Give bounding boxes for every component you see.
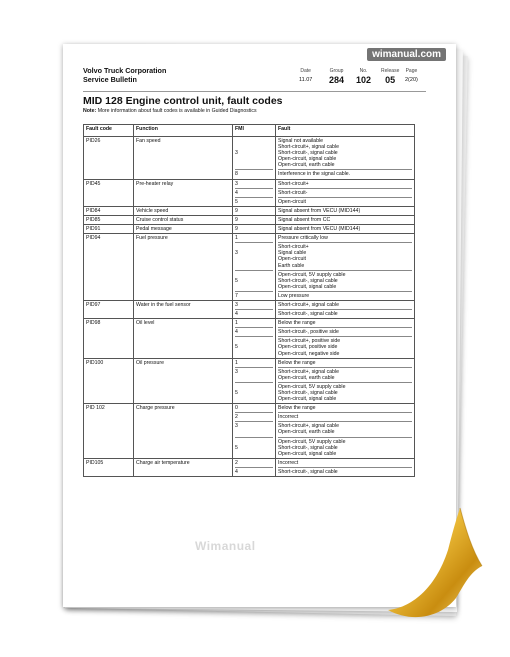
fault-text: Short-circuit-, signal cable bbox=[278, 444, 338, 451]
fault-cell bbox=[276, 358, 415, 404]
function-cell: Vehicle speed bbox=[134, 206, 233, 215]
fmi-entry bbox=[235, 208, 273, 214]
fmi-value: 3 bbox=[235, 180, 238, 187]
fault-text: Short-circuit+ bbox=[278, 180, 309, 187]
fault-text: Short-circuit-, positive side bbox=[278, 329, 339, 336]
fmi-entry bbox=[235, 327, 273, 335]
fmi-entry bbox=[235, 382, 273, 402]
fault-cell bbox=[276, 215, 415, 224]
fault-text: Short-circuit+ bbox=[278, 244, 309, 251]
fmi-spacer bbox=[235, 429, 273, 435]
fmi-value: 1 bbox=[235, 320, 238, 327]
fault-text: Signal absent from CC bbox=[278, 216, 331, 223]
fmi-value: 5 bbox=[235, 277, 238, 284]
fmi-value: 1 bbox=[235, 359, 238, 366]
fault-text: Open-circuit, negative side bbox=[278, 350, 340, 357]
fmi-cell bbox=[233, 300, 276, 318]
function-cell: Pre-heater relay bbox=[134, 179, 233, 206]
fmi-entry bbox=[235, 360, 273, 366]
meta-page bbox=[405, 68, 418, 83]
function-cell: Fuel pressure bbox=[134, 234, 233, 301]
fault-text: Short-circuit-, signal cable bbox=[278, 468, 338, 475]
fmi-entry bbox=[235, 460, 273, 466]
fault-code-cell: PID91 bbox=[84, 225, 134, 234]
fault-entry bbox=[278, 336, 412, 356]
fault-code-cell: PID26 bbox=[84, 137, 134, 180]
fmi-spacer bbox=[235, 451, 273, 457]
fault-entry bbox=[278, 309, 412, 317]
fault-code-cell: PID85 bbox=[84, 215, 134, 224]
function-cell: Cruise control status bbox=[134, 215, 233, 224]
fault-text: Open-circuit, 5V supply cable bbox=[278, 271, 346, 278]
fault-text: Open-circuit bbox=[278, 256, 306, 263]
fault-text: Short-circuit-, signal cable bbox=[278, 390, 338, 396]
fault-text: Below the range bbox=[278, 320, 316, 327]
note-label: Note: bbox=[83, 108, 97, 114]
fmi-cell bbox=[233, 458, 276, 476]
fault-entry bbox=[278, 138, 412, 168]
fault-entry bbox=[278, 242, 412, 268]
fault-code-cell: PID45 bbox=[84, 179, 134, 206]
fault-code-table bbox=[83, 124, 415, 477]
table-row bbox=[84, 458, 415, 476]
column-header-fault: Fault bbox=[276, 125, 415, 137]
fault-text: Open-circuit, signal cable bbox=[278, 450, 337, 457]
function-cell: Water in the fuel sensor bbox=[134, 300, 233, 318]
group-label: Group bbox=[329, 68, 344, 74]
site-watermark: wimanual.com bbox=[367, 48, 446, 61]
fault-entry bbox=[278, 217, 412, 223]
group-value: 284 bbox=[329, 75, 345, 85]
fmi-entry bbox=[235, 302, 273, 308]
fault-entry bbox=[278, 188, 412, 196]
fmi-value: 3 bbox=[235, 423, 238, 430]
fmi-spacer bbox=[235, 351, 273, 357]
fault-text: Open-circuit bbox=[278, 198, 306, 205]
fault-text: Open-circuit, earth cable bbox=[278, 429, 335, 436]
fmi-entry bbox=[235, 242, 273, 268]
column-header-fmi: FMI bbox=[233, 125, 276, 137]
fault-entry bbox=[278, 412, 412, 420]
meta-release bbox=[381, 68, 399, 85]
fault-entry bbox=[278, 360, 412, 366]
fmi-value: 9 bbox=[235, 226, 238, 233]
fmi-entry bbox=[235, 169, 273, 177]
fmi-entry bbox=[235, 217, 273, 223]
note-text: More information about fault codes is available in Guided Diagnostics bbox=[97, 108, 257, 114]
meta-date bbox=[299, 68, 312, 83]
company-name: Volvo Truck Corporation bbox=[83, 66, 167, 75]
fmi-cell bbox=[233, 179, 276, 206]
fault-text: Below the range bbox=[278, 359, 316, 366]
fmi-value: 8 bbox=[235, 171, 238, 178]
fault-code-cell: PID105 bbox=[84, 458, 134, 476]
fault-text: Signal absent from VECU (MID144) bbox=[278, 226, 361, 233]
fault-cell bbox=[276, 404, 415, 459]
fault-code-cell: PID84 bbox=[84, 206, 134, 215]
header-divider bbox=[83, 91, 426, 92]
function-cell: Pedal message bbox=[134, 225, 233, 234]
fault-code-cell: PID98 bbox=[84, 319, 134, 358]
fault-text: Incorrect bbox=[278, 459, 299, 466]
fault-text: Open-circuit, signal cable bbox=[278, 283, 337, 290]
table-row bbox=[84, 319, 415, 358]
table-row bbox=[84, 215, 415, 224]
fmi-value: 2 bbox=[235, 414, 238, 421]
fmi-cell bbox=[233, 234, 276, 301]
fault-text: Low pressure bbox=[278, 292, 310, 299]
fmi-value: 4 bbox=[235, 189, 238, 196]
fmi-value: 4 bbox=[235, 468, 238, 475]
number-value: 102 bbox=[356, 75, 372, 85]
fmi-entry bbox=[235, 336, 273, 356]
page-curl-graphic bbox=[380, 490, 490, 630]
fmi-entry bbox=[235, 405, 273, 411]
fmi-cell bbox=[233, 225, 276, 234]
fmi-value: 3 bbox=[235, 368, 238, 375]
fmi-entry bbox=[235, 437, 273, 457]
fmi-entry bbox=[235, 235, 273, 241]
number-label: No. bbox=[359, 68, 368, 74]
fault-entry bbox=[278, 467, 412, 475]
function-cell: Fan speed bbox=[134, 137, 233, 180]
fault-text: Short-circuit+, signal cable bbox=[278, 423, 339, 430]
table-row bbox=[84, 137, 415, 180]
fault-text: Open-circuit, signal cable bbox=[278, 396, 337, 403]
fault-cell bbox=[276, 206, 415, 215]
fault-entry bbox=[278, 460, 412, 466]
release-value: 05 bbox=[385, 75, 396, 85]
fault-cell bbox=[276, 137, 415, 180]
table-row bbox=[84, 234, 415, 301]
fault-text: Short-circuit+, signal cable bbox=[278, 368, 339, 375]
fmi-entry bbox=[235, 226, 273, 232]
fault-text: Open-circuit, signal cable bbox=[278, 156, 337, 163]
fmi-entry bbox=[235, 188, 273, 196]
fmi-entry bbox=[235, 291, 273, 299]
page-title: MID 128 Engine control unit, fault codes bbox=[83, 95, 283, 107]
page-value: 2(20) bbox=[405, 77, 418, 83]
fmi-spacer bbox=[235, 396, 273, 402]
fault-cell bbox=[276, 319, 415, 358]
fmi-entry bbox=[235, 181, 273, 187]
fmi-value: 4 bbox=[235, 311, 238, 318]
meta-group bbox=[329, 68, 344, 85]
fault-text: Signal cable bbox=[278, 250, 307, 257]
page-label: Page bbox=[405, 68, 418, 74]
fault-text: Short-circuit- bbox=[278, 189, 308, 196]
meta-number bbox=[356, 68, 371, 85]
fault-cell bbox=[276, 300, 415, 318]
fault-entry bbox=[278, 208, 412, 214]
fault-entry bbox=[278, 270, 412, 290]
fmi-entry bbox=[235, 138, 273, 168]
release-label: Release bbox=[381, 68, 400, 74]
table-row bbox=[84, 179, 415, 206]
fault-entry bbox=[278, 421, 412, 435]
fmi-value: 0 bbox=[235, 405, 238, 412]
fault-text: Short-circuit+, signal cable bbox=[278, 144, 339, 151]
table-row bbox=[84, 404, 415, 459]
fault-text: Below the range bbox=[278, 405, 316, 412]
fmi-entry bbox=[235, 421, 273, 435]
fault-entry bbox=[278, 235, 412, 241]
fault-entry bbox=[278, 181, 412, 187]
company-block bbox=[83, 66, 166, 84]
fmi-value: 7 bbox=[235, 292, 238, 299]
fmi-entry bbox=[235, 412, 273, 420]
fault-text: Open-circuit, positive side bbox=[278, 344, 338, 351]
function-cell: Charge pressure bbox=[134, 404, 233, 459]
function-cell: Oil level bbox=[134, 319, 233, 358]
fmi-entry bbox=[235, 270, 273, 290]
fmi-spacer bbox=[235, 162, 273, 168]
fault-entry bbox=[278, 327, 412, 335]
fmi-cell bbox=[233, 137, 276, 180]
fault-text: Interference in the signal cable. bbox=[278, 171, 351, 178]
note bbox=[83, 108, 263, 114]
date-label: Date bbox=[300, 68, 311, 74]
date-value: 11.07 bbox=[299, 77, 313, 83]
function-cell: Charge air temperature bbox=[134, 458, 233, 476]
fmi-cell bbox=[233, 206, 276, 215]
fmi-cell bbox=[233, 404, 276, 459]
fault-cell bbox=[276, 234, 415, 301]
table-body bbox=[84, 137, 415, 477]
column-header-function: Function bbox=[134, 125, 233, 137]
table-row bbox=[84, 225, 415, 234]
fault-code-cell: PID94 bbox=[84, 234, 134, 301]
table-header-row bbox=[84, 125, 415, 137]
fmi-value: 9 bbox=[235, 216, 238, 223]
fault-entry bbox=[278, 226, 412, 232]
fault-text: Signal not available bbox=[278, 138, 323, 144]
fmi-value: 5 bbox=[235, 444, 238, 451]
fault-code-cell: PID97 bbox=[84, 300, 134, 318]
fault-cell bbox=[276, 225, 415, 234]
fault-text: Pressure critically low bbox=[278, 235, 328, 242]
fmi-entry bbox=[235, 320, 273, 326]
fault-text: Open-circuit, 5V supply cable bbox=[278, 383, 346, 390]
column-header-fault-code: Fault code bbox=[84, 125, 134, 137]
fmi-entry bbox=[235, 197, 273, 205]
fmi-value: 5 bbox=[235, 390, 238, 396]
fmi-cell bbox=[233, 215, 276, 224]
fault-entry bbox=[278, 367, 412, 381]
fmi-spacer bbox=[235, 263, 273, 269]
fault-text: Open-circuit, earth cable bbox=[278, 374, 335, 381]
fault-code-cell: PID100 bbox=[84, 358, 134, 404]
fmi-spacer bbox=[235, 284, 273, 290]
fmi-value: 3 bbox=[235, 301, 238, 308]
fmi-value: 3 bbox=[235, 150, 238, 157]
fault-text: Open-circuit, earth cable bbox=[278, 162, 335, 169]
document-type: Service Bulletin bbox=[83, 75, 137, 84]
fmi-entry bbox=[235, 367, 273, 381]
fault-entry bbox=[278, 169, 412, 177]
fmi-value: 9 bbox=[235, 207, 238, 214]
fault-entry bbox=[278, 197, 412, 205]
fault-cell bbox=[276, 179, 415, 206]
fault-entry bbox=[278, 437, 412, 457]
fault-text: Short-circuit+, positive side bbox=[278, 338, 341, 345]
fault-text: Open-circuit, 5V supply cable bbox=[278, 438, 346, 445]
fault-text: Short-circuit-, signal cable bbox=[278, 150, 338, 157]
table-row bbox=[84, 206, 415, 215]
fmi-value: 4 bbox=[235, 329, 238, 336]
fault-entry bbox=[278, 405, 412, 411]
fault-entry bbox=[278, 302, 412, 308]
fmi-spacer bbox=[235, 375, 273, 381]
fmi-cell bbox=[233, 319, 276, 358]
fmi-value: 5 bbox=[235, 198, 238, 205]
function-cell: Oil pressure bbox=[134, 358, 233, 404]
table-row bbox=[84, 300, 415, 318]
fault-text: Short-circuit-, signal cable bbox=[278, 311, 338, 318]
fmi-value: 3 bbox=[235, 250, 238, 257]
fault-text: Short-circuit-, signal cable bbox=[278, 277, 338, 284]
fault-entry bbox=[278, 382, 412, 402]
fault-entry bbox=[278, 320, 412, 326]
fmi-cell bbox=[233, 358, 276, 404]
fault-entry bbox=[278, 291, 412, 299]
fault-text: Earth cable bbox=[278, 262, 305, 269]
fault-cell bbox=[276, 458, 415, 476]
fmi-value: 1 bbox=[235, 235, 238, 242]
page-watermark: Wimanual bbox=[195, 539, 256, 553]
fmi-entry bbox=[235, 467, 273, 475]
fault-code-cell: PID 102 bbox=[84, 404, 134, 459]
fault-text: Short-circuit+, signal cable bbox=[278, 301, 339, 308]
fmi-entry bbox=[235, 309, 273, 317]
fault-text: Incorrect bbox=[278, 414, 299, 421]
fault-text: Signal absent from VECU (MID144) bbox=[278, 207, 361, 214]
table-row bbox=[84, 358, 415, 404]
fmi-value: 2 bbox=[235, 459, 238, 466]
fmi-value: 5 bbox=[235, 344, 238, 351]
